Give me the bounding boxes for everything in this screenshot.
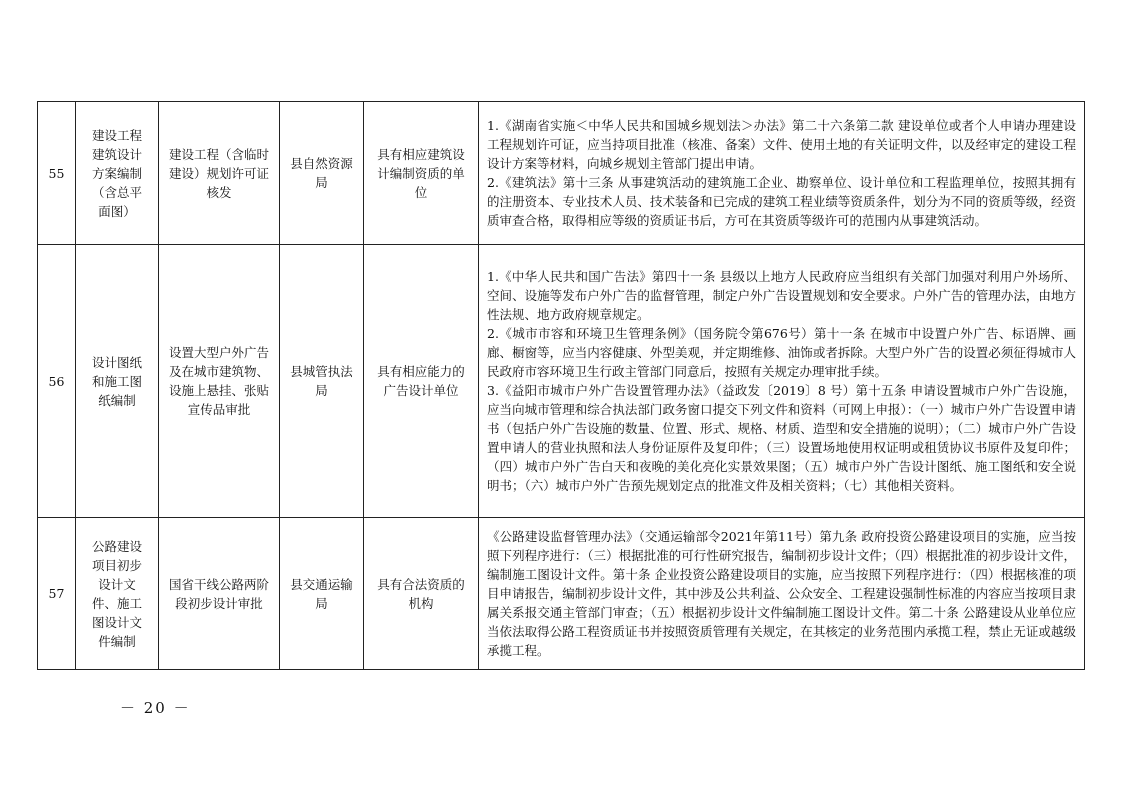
requirement: 具有相应能力的广告设计单位 (364, 245, 479, 518)
basis-paragraph: 1.《中华人民共和国广告法》第四十一条 县级以上地方人民政府应当组织有关部门加强对利用户外场所、空间、设施等发布户外广告的监督管理，制定户外广告设置规划和安全要求。户外广告的管理办法，由地方性法规、地方政府规章规定。 (487, 269, 1076, 322)
legal-basis (479, 245, 1085, 518)
basis-paragraph: 1.《湖南省实施＜中华人民共和国城乡规划法＞办法》第二十六条第二款 建设单位或者个人申请办理建设工程规划许可证，应当持项目批准（核准、备案）文件、使用土地的有关证明文件，以及经审定的建设工程设计方案等材料，向城乡规划主管部门提出申请。 (487, 118, 1076, 171)
basis-paragraph: 2.《建筑法》第十三条 从事建筑活动的建筑施工企业、勘察单位、设计单位和工程监理单位，按照其拥有的注册资本、专业技术人员、技术装备和已完成的建筑工程业绩等资质条件，划分为不同的资质等级，经资质审查合格，取得相应等级的资质证书后，方可在其资质等级许可的范围内从事建筑活动。 (487, 175, 1076, 228)
service-table (37, 101, 1085, 670)
department: 县交通运输局 (280, 518, 364, 670)
row-number: 55 (38, 102, 76, 245)
requirement: 具有合法资质的机构 (364, 518, 479, 670)
page-number: － 20 － (120, 699, 191, 717)
service-name: 公路建设项目初步设计文件、施工图设计文件编制 (76, 518, 159, 670)
approval-item: 设置大型户外广告及在城市建筑物、设施上悬挂、张贴宣传品审批 (159, 245, 280, 518)
basis-paragraph: 3.《益阳市城市户外广告设置管理办法》（益政发〔2019〕8 号）第十五条 申请设置城市户外广告设施，应当向城市管理和综合执法部门政务窗口提交下列文件和资料（可网上申报）：（一）城市户外广告设置申请书（包括户外广告设施的数量、位置、形式、规格、材质、造型和安全措施的说明）；（二）城市户外广告设置申请人的营业执照和法人身份证原件及复印件；（三）设置场地使用权证明或租赁协议书原件及复印件；（四）城市户外广告白天和夜晚的美化亮化实景效果图；（五）城市户外广告设计图纸、施工图纸和安全说明书；（六）城市户外广告预先规划定点的批准文件及相关资料；（七）其他相关资料。 (487, 383, 1076, 493)
department: 县城管执法局 (280, 245, 364, 518)
row-number: 57 (38, 518, 76, 670)
basis-paragraph: 《公路建设监督管理办法》（交通运输部令2021年第11号）第九条 政府投资公路建设项目的实施，应当按照下列程序进行：（三）根据批准的可行性研究报告，编制初步设计文件；（四）根据批准的初步设计文件，编制施工图设计文件。第十条 企业投资公路建设项目的实施，应当按照下列程序进行：（四）根据核准的项目申请报告，编制初步设计文件，其中涉及公共利益、公众安全、工程建设强制性标准的内容应当按项目隶属关系报交通主管部门审查；（五）根据初步设计文件编制施工图设计文件。第二十条 公路建设从业单位应当依法取得公路工程资质证书并按照资质管理有关规定，在其核定的业务范围内承揽工程，禁止无证或越级承揽工程。 (487, 529, 1076, 658)
row-number: 56 (38, 245, 76, 518)
service-name: 建设工程建筑设计方案编制（含总平面图） (76, 102, 159, 245)
approval-item: 国省干线公路两阶段初步设计审批 (159, 518, 280, 670)
basis-paragraph: 2.《城市市容和环境卫生管理条例》（国务院令第676号）第十一条 在城市中设置户外广告、标语牌、画廊、橱窗等，应当内容健康、外型美观，并定期维修、油饰或者拆除。大型户外广告的设置必须征得城市人民政府市容环境卫生行政主管部门同意后，按照有关规定办理审批手续。 (487, 326, 1076, 379)
legal-basis (479, 518, 1085, 670)
approval-item: 建设工程（含临时建设）规划许可证核发 (159, 102, 280, 245)
table-row (38, 518, 1085, 670)
requirement: 具有相应建筑设计编制资质的单位 (364, 102, 479, 245)
service-name: 设计图纸和施工图纸编制 (76, 245, 159, 518)
table-row (38, 245, 1085, 518)
department: 县自然资源局 (280, 102, 364, 245)
legal-basis (479, 102, 1085, 245)
table-row (38, 102, 1085, 245)
